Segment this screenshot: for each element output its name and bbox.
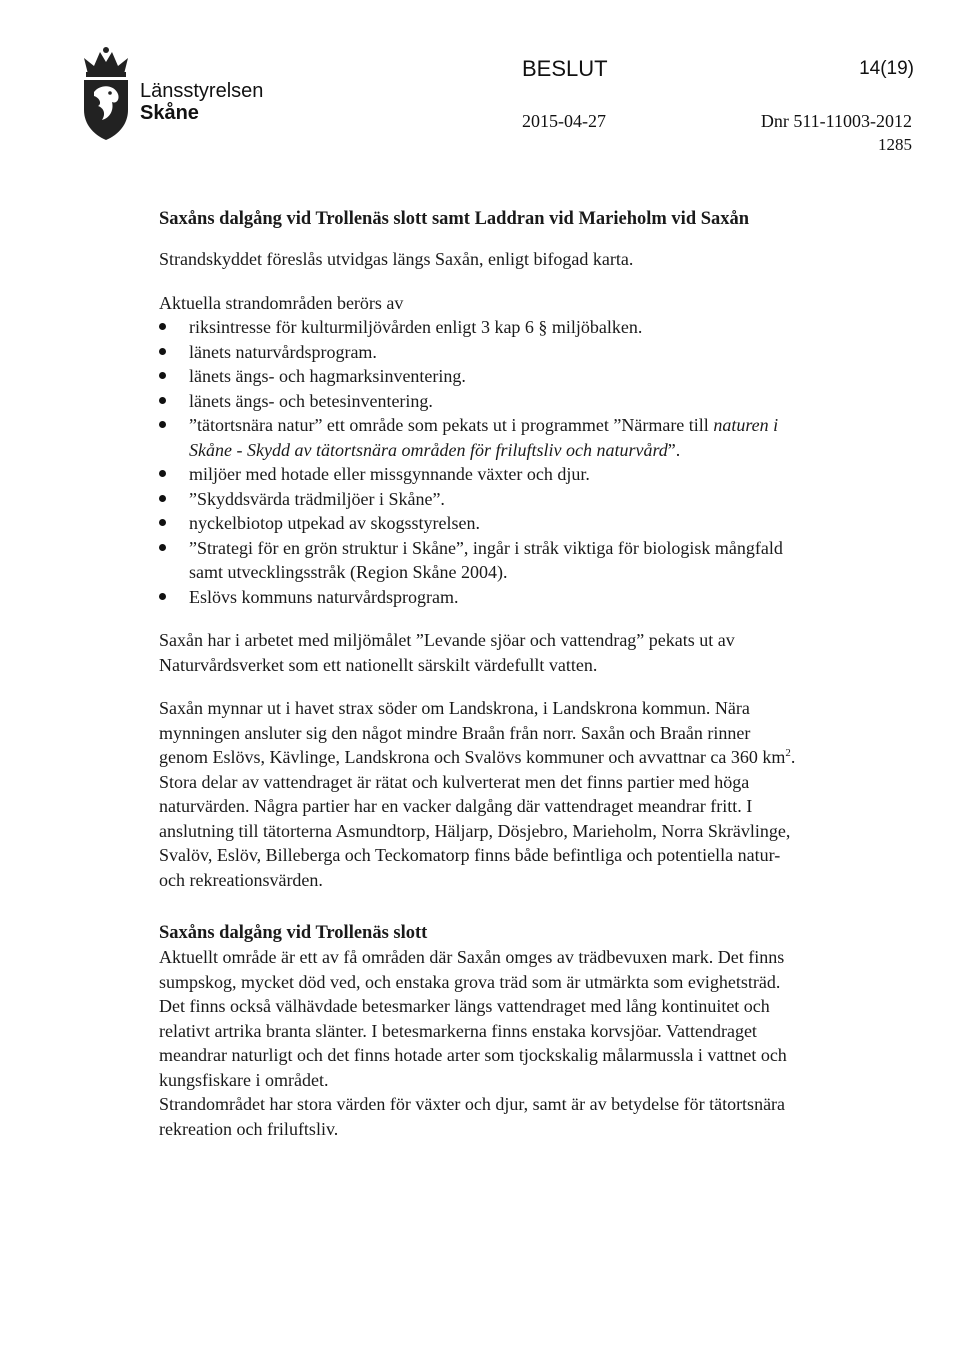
river-text-part1: Saxån mynnar ut i havet strax söder om Landskrona, i Landskrona kommun. Nära mynningen ansluter sig den något mindre Braån från norr. Saxån och Braån rinner genom Eslövs, Kävlinge, Landskrona och Svalövs kommuner och avvattnar ca 360 km <box>159 698 786 767</box>
registration-number: Dnr 511-11003-2012 <box>760 111 912 131</box>
list-item: ”Skyddsvärda trädmiljöer i Skåne”. <box>159 487 799 512</box>
area-description-paragraph: Aktuellt område är ett av få områden där Saxån omges av trädbevuxen mark. Det finns sumpskog, mycket död ved, och enstaka grova träd som är utmärkta som evighetsträd. Det finns också välhävdade betesmarker längs vattendraget med lång kontinuitet och relativt artrika branta slänter. I betesmarkerna finns enstaka korvsjöar. Vattendraget meandrar naturligt och det finns hotade arter som tjockskalig målarmussla i vattnet och kungsfiskare i området. <box>159 947 787 1090</box>
coat-of-arms-logo <box>78 44 134 144</box>
river-description-paragraph <box>159 696 799 892</box>
list-item: miljöer med hotade eller missgynnande växter och djur. <box>159 462 799 487</box>
list-item: ”Strategi för en grön struktur i Skåne”, ingår i stråk viktiga för biologisk mångfald samt utvecklingsstråk (Region Skåne 2004). <box>159 536 799 585</box>
environmental-goal-paragraph: Saxån har i arbetet med miljömålet ”Levande sjöar och vattendrag” pekats ut av Naturvårdsverket som ett nationellt särskilt värdefullt vatten. <box>159 630 735 675</box>
document-type: BESLUT <box>522 56 608 81</box>
list-item: Eslövs kommuns naturvårdsprogram. <box>159 585 799 610</box>
subsection-heading: Saxåns dalgång vid Trollenäs slott <box>159 923 428 943</box>
affected-intro: Aktuella strandområden berörs av <box>159 292 404 313</box>
org-name-line2: Skåne <box>140 102 199 124</box>
org-name-line1: Länsstyrelsen <box>140 80 264 102</box>
list-item: länets naturvårdsprogram. <box>159 340 799 365</box>
document-body <box>159 207 799 1141</box>
page-number: 14(19) <box>859 58 914 79</box>
decision-date: 2015-04-27 <box>522 111 606 131</box>
list-item: riksintresse för kulturmiljövården enligt 3 kap 6 § miljöbalken. <box>159 315 799 340</box>
superscript: 2 <box>785 747 791 759</box>
proposal-paragraph: Strandskyddet föreslås utvidgas längs Saxån, enligt bifogad karta. <box>159 249 634 269</box>
list-item: länets ängs- och betesinventering. <box>159 389 799 414</box>
river-text-part2: . Stora delar av vattendraget är rätat och kulverterat men det finns partier med höga naturvärden. Några partier har en vacker dalgång där vattendraget meandrar fritt. I anslutning till tätorterna Asmundtorp, Häljarp, Dösjebro, Marieholm, Norra Skrävlinge, Svalöv, Eslöv, Billeberga och Teckomatorp finns både befintliga och potentiella natur- och rekreationsvärden. <box>159 747 796 890</box>
program-title: naturen i Skåne - Skydd av tätortsnära områden för friluftsliv och naturvård <box>189 415 779 460</box>
list-item-text: ”tätortsnära natur” ett område som pekats ut i programmet ”Närmare till <box>189 415 714 435</box>
shore-values-paragraph: Strandområdet har stora värden för växter och djur, samt är av betydelse för tätortsnära rekreation och friluftsliv. <box>159 1094 786 1139</box>
list-item: länets ängs- och hagmarksinventering. <box>159 364 799 389</box>
list-item-end: ”. <box>667 439 681 460</box>
list-item: nyckelbiotop utpekad av skogsstyrelsen. <box>159 511 799 536</box>
list-item <box>159 413 799 462</box>
organization-name <box>140 80 263 124</box>
section-title: Saxåns dalgång vid Trollenäs slott samt Laddran vid Marieholm vid Saxån <box>159 209 750 229</box>
affected-interests-list <box>159 315 799 609</box>
registration-subnumber: 1285 <box>878 135 912 154</box>
